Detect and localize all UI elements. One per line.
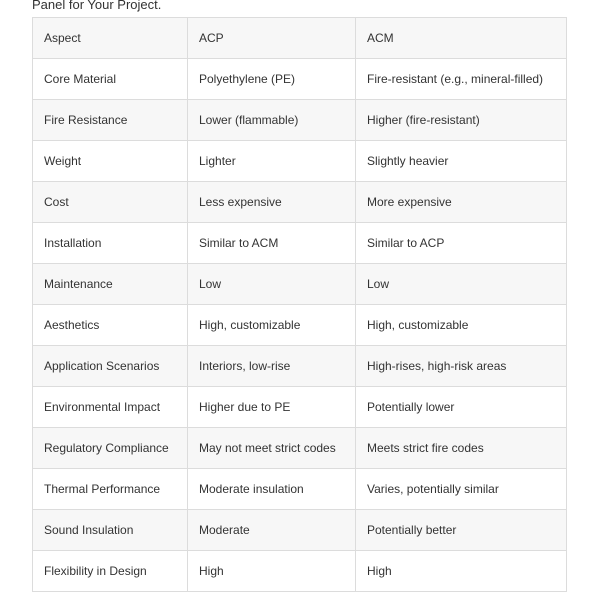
aspect-cell: Core Material xyxy=(33,59,188,100)
aspect-cell: Flexibility in Design xyxy=(33,551,188,592)
acp-cell: Interiors, low-rise xyxy=(188,346,356,387)
table-row xyxy=(33,510,567,551)
table-row xyxy=(33,305,567,346)
header-acp: ACP xyxy=(188,18,356,59)
table-row xyxy=(33,551,567,592)
acp-cell: Moderate insulation xyxy=(188,469,356,510)
acm-cell: Fire-resistant (e.g., mineral-filled) xyxy=(356,59,567,100)
acp-cell: May not meet strict codes xyxy=(188,428,356,469)
table-row xyxy=(33,428,567,469)
acm-cell: Potentially lower xyxy=(356,387,567,428)
acm-cell: High, customizable xyxy=(356,305,567,346)
table-caption: Panel for Your Project. xyxy=(32,0,162,12)
acp-cell: Polyethylene (PE) xyxy=(188,59,356,100)
aspect-cell: Environmental Impact xyxy=(33,387,188,428)
aspect-cell: Aesthetics xyxy=(33,305,188,346)
table-row xyxy=(33,264,567,305)
acm-cell: Varies, potentially similar xyxy=(356,469,567,510)
table-row xyxy=(33,59,567,100)
aspect-cell: Application Scenarios xyxy=(33,346,188,387)
acm-cell: High-rises, high-risk areas xyxy=(356,346,567,387)
table-row xyxy=(33,387,567,428)
aspect-cell: Sound Insulation xyxy=(33,510,188,551)
acm-cell: Meets strict fire codes xyxy=(356,428,567,469)
acm-cell: Potentially better xyxy=(356,510,567,551)
acm-cell: Slightly heavier xyxy=(356,141,567,182)
acm-cell: High xyxy=(356,551,567,592)
table-row xyxy=(33,346,567,387)
aspect-cell: Weight xyxy=(33,141,188,182)
table-row xyxy=(33,100,567,141)
acm-cell: Low xyxy=(356,264,567,305)
aspect-cell: Thermal Performance xyxy=(33,469,188,510)
acm-cell: More expensive xyxy=(356,182,567,223)
table-header-row xyxy=(33,18,567,59)
acp-cell: Higher due to PE xyxy=(188,387,356,428)
table-row xyxy=(33,223,567,264)
table-row xyxy=(33,141,567,182)
aspect-cell: Fire Resistance xyxy=(33,100,188,141)
acp-cell: Lower (flammable) xyxy=(188,100,356,141)
table-row xyxy=(33,182,567,223)
acp-cell: High xyxy=(188,551,356,592)
header-aspect: Aspect xyxy=(33,18,188,59)
acp-cell: Lighter xyxy=(188,141,356,182)
comparison-table xyxy=(32,17,567,592)
acm-cell: Similar to ACP xyxy=(356,223,567,264)
acp-cell: Less expensive xyxy=(188,182,356,223)
aspect-cell: Cost xyxy=(33,182,188,223)
aspect-cell: Maintenance xyxy=(33,264,188,305)
acp-cell: High, customizable xyxy=(188,305,356,346)
acp-cell: Moderate xyxy=(188,510,356,551)
table-row xyxy=(33,469,567,510)
acm-cell: Higher (fire-resistant) xyxy=(356,100,567,141)
aspect-cell: Installation xyxy=(33,223,188,264)
aspect-cell: Regulatory Compliance xyxy=(33,428,188,469)
acp-cell: Similar to ACM xyxy=(188,223,356,264)
header-acm: ACM xyxy=(356,18,567,59)
acp-cell: Low xyxy=(188,264,356,305)
